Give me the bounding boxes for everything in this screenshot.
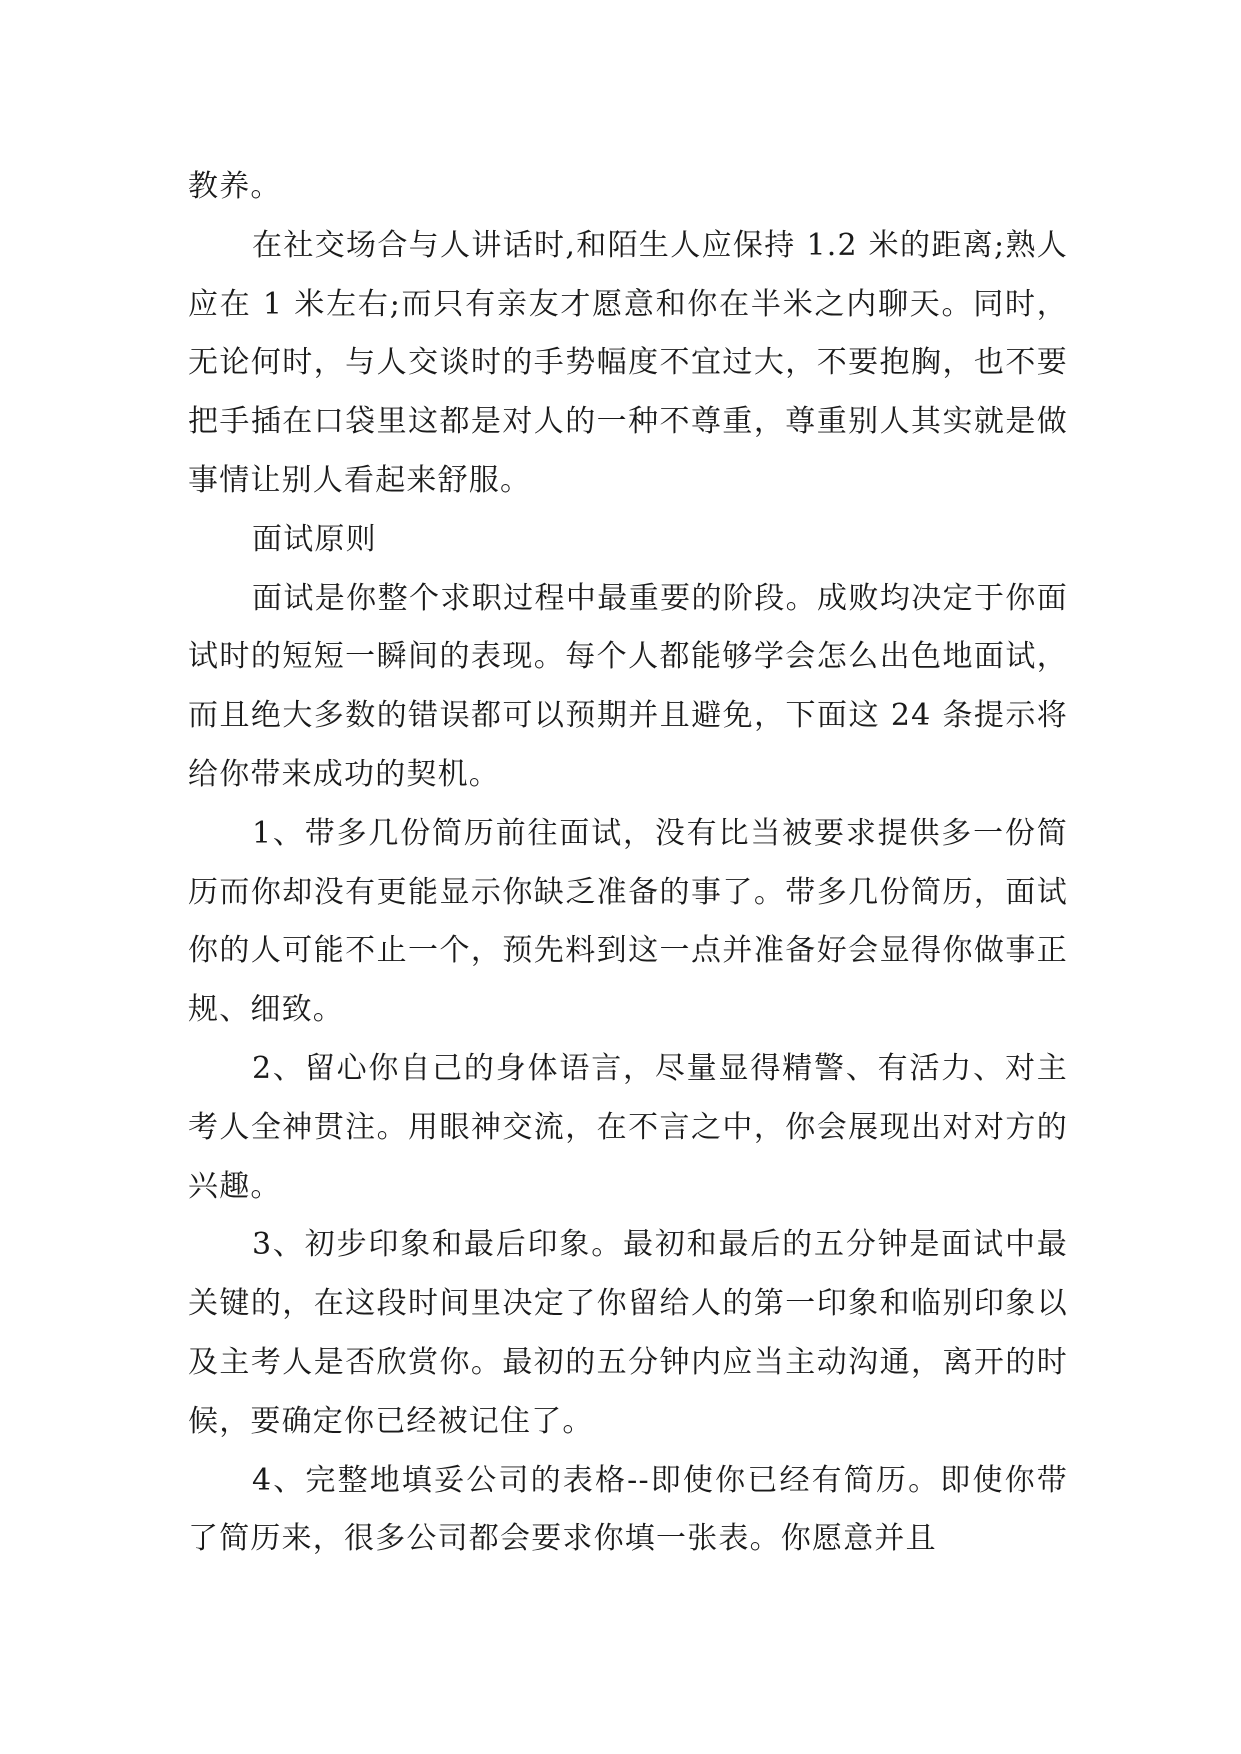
paragraph-tip-1: 1、带多几份简历前往面试，没有比当被要求提供多一份简历而你却没有更能显示你缺乏准备的事了。带多几份简历，面试你的人可能不止一个，预先料到这一点并准备好会显得你做事正规、细致。	[188, 815, 1068, 1028]
document-body	[188, 158, 1068, 1569]
paragraph-interview-intro: 面试是你整个求职过程中最重要的阶段。成败均决定于你面试时的短短一瞬间的表现。每个人都能够学会怎么出色地面试，而且绝大多数的错误都可以预期并且避免，下面这 24 条提示将给你带来成功的契机。	[188, 580, 1068, 792]
paragraph-tip-3: 3、初步印象和最后印象。最初和最后的五分钟是面试中最关键的，在这段时间里决定了你留给人的第一印象和临别印象以及主考人是否欣赏你。最初的五分钟内应当主动沟通，离开的时候，要确定你已经被记住了。	[188, 1227, 1068, 1439]
paragraph-social-distance: 在社交场合与人讲话时,和陌生人应保持 1.2 米的距离;熟人应在 1 米左右;而只有亲友才愿意和你在半米之内聊天。同时，无论何时，与人交谈时的手势幅度不宜过大，不要抱胸，也不要把手插在口袋里这都是对人的一种不尊重，尊重别人其实就是做事情让别人看起来舒服。	[188, 227, 1068, 498]
paragraph-tip-2: 2、留心你自己的身体语言，尽量显得精警、有活力、对主考人全神贯注。用眼神交流，在不言之中，你会展现出对对方的兴趣。	[188, 1050, 1068, 1204]
section-heading-interview-principles: 面试原则	[252, 521, 377, 557]
paragraph-continuation: 教养。	[188, 169, 282, 204]
paragraph-tip-4: 4、完整地填妥公司的表格--即使你已经有简历。即使你带了简历来，很多公司都会要求你填一张表。你愿意并且	[188, 1462, 1068, 1557]
